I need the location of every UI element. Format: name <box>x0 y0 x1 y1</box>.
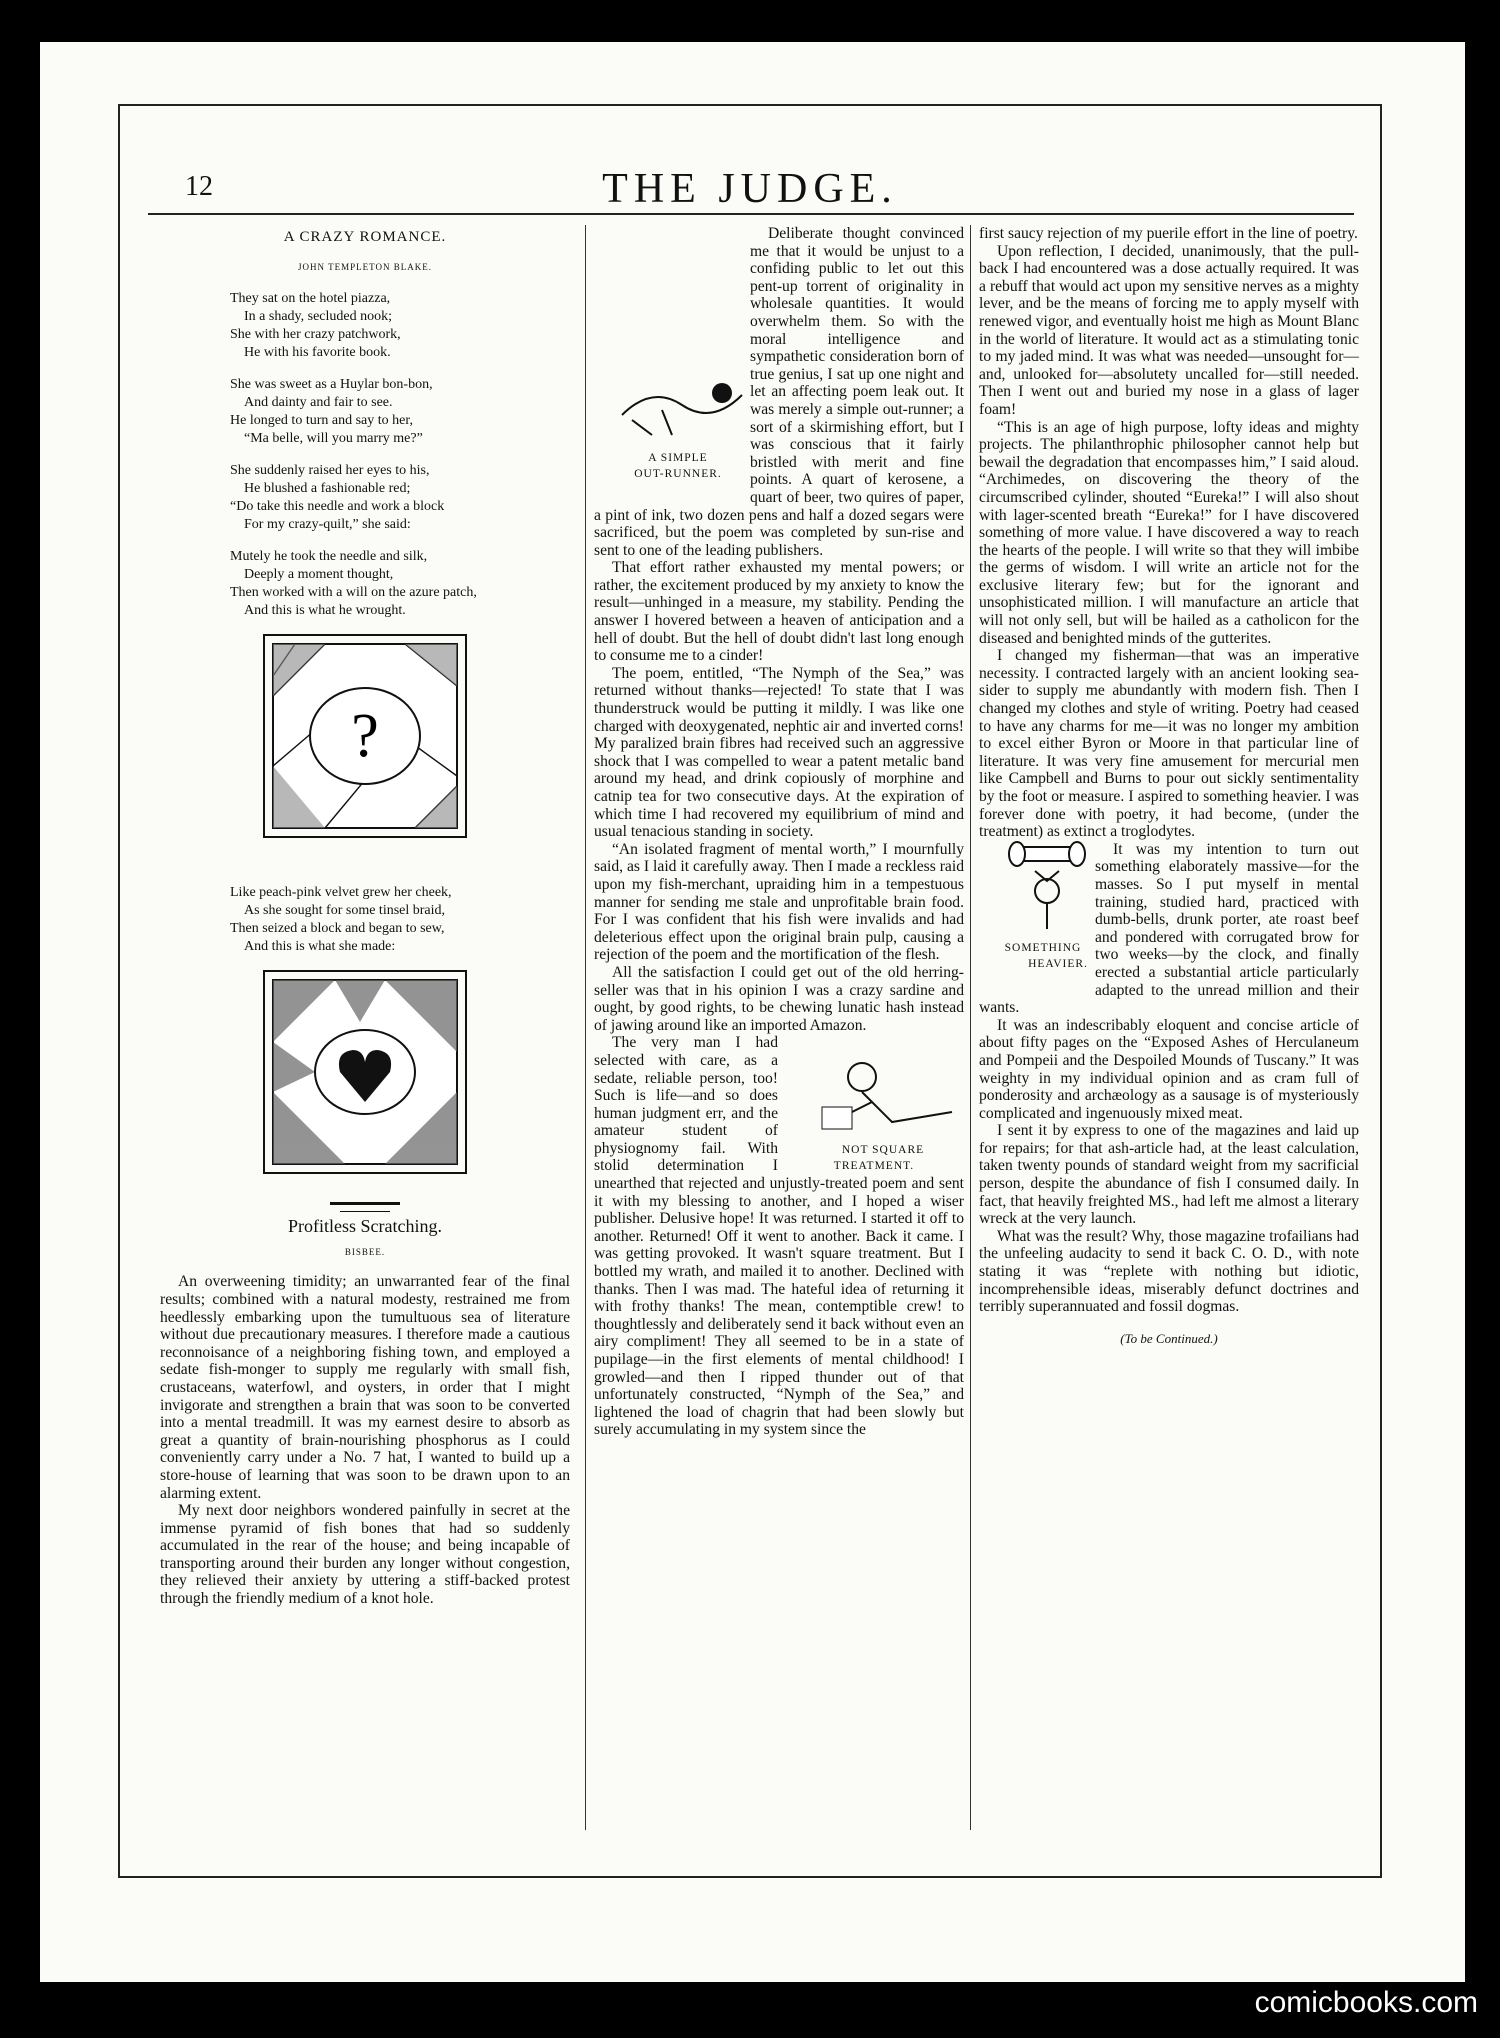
poem-line: He longed to turn and say to her, <box>230 413 413 429</box>
paragraph: I changed my fisherman—that was an imperative necessity. I contracted largely with an ancient looking sea-sider to supply me abundantly with modern fish. Then I changed my clothes and style of writing. Poetry had ceased to have any charms for me—it was no longer my ambition to excel either Byron or Moore in that particular line of literature. It was very fine amusement for mercurial men like Campbell and Burns to pour out sickly sentimentality by the foot or measure. I aspired to something heavier. I was forever done with poetry, it had become, (under the treatment) as extinct a troglodytes. <box>979 647 1359 841</box>
paragraph: My next door neighbors wondered painfully in secret at the immense pyramid of fish bones that had so suddenly accumulated in the rear of the house; and being incapable of transporting around their burden any longer without congestion, they relieved their anxiety by uttering a stiff-backed protest through the friendly medium of a knot hole. <box>160 1502 570 1608</box>
quilt-illustration-question <box>263 634 467 838</box>
paragraph: That effort rather exhausted my mental powers; or rather, the excitement produced by my anxiety to know the result—unhinged in a measure, my stability. Pending the answer I hovered between a heaven of anticipation and a hell of doubt. But the hell of doubt didn't last long enough to consume me to a cinder! <box>594 559 964 665</box>
poem-author: JOHN TEMPLETON BLAKE. <box>298 261 432 272</box>
not-square-drawing <box>802 1052 972 1137</box>
article-author: BISBEE. <box>344 1246 386 1257</box>
poem-line: He with his favorite book. <box>244 345 391 361</box>
paragraph: An overweening timidity; an unwarranted fear of the final results; combined with a natural modesty, restrained me from heedlessly embarking upon the tumultuous sea of literature without due precautionary measures. I therefore made a cautious reconnoisance of a neighboring fishing town, and employed a sedate fish-monger to supply me regularly with small fish, crustaceans, waterfowl, and oysters, in order that I might invigorate and strengthen a brain that was soon to be converted into a mental treadmill. It was my earnest desire to absorb as great a quantity of brain-nourishing phosphorus as I could conveniently carry under a No. 7 hat, I wanted to build up a store-house of learning that was soon to be drawn upon to an alarming extent. <box>160 1273 570 1502</box>
paragraph: first saucy rejection of my puerile effort in the line of poetry. <box>979 225 1358 242</box>
stanza-1 <box>230 290 570 362</box>
paragraph: It was an indescribably eloquent and concise article of about fifty pages on the “Exposed Ashes of Herculaneum and Pompeii and the Despoiled Mounds of Tuscany.” It was weighty in my individual opinion and as cram full of ponderosity and archæology as a sausage is of mysteriously complicated and ingenuously mixed meat. <box>979 1016 1359 1122</box>
poem-line: She suddenly raised her eyes to his, <box>230 463 430 479</box>
poem-line: And dainty and fair to see. <box>244 395 393 411</box>
poem-line: Like peach-pink velvet grew her cheek, <box>230 885 452 901</box>
quilt-drawing <box>265 636 465 836</box>
stanza-5 <box>230 884 570 956</box>
poem-line: Then worked with a will on the azure patch, <box>230 585 477 601</box>
caption-line: A SIMPLE <box>648 451 708 464</box>
continued-note: (To be Continued.) <box>1120 1330 1218 1346</box>
illustration-simple-out-runner <box>594 365 744 485</box>
poem-body <box>230 290 570 620</box>
header-rule <box>148 213 1354 215</box>
question-mark: ? <box>351 702 379 771</box>
poem-line: And this is what he wrought. <box>244 603 406 619</box>
paragraph <box>594 1034 964 1439</box>
masthead-title: THE JUDGE. <box>602 166 898 212</box>
poem-line: Then seized a block and began to sew, <box>230 921 445 937</box>
poem-line: And this is what she made: <box>244 939 396 955</box>
poem-line: They sat on the hotel piazza, <box>230 291 391 307</box>
poem-line: “Do take this needle and work a block <box>230 499 445 515</box>
section-rule-thin <box>340 1211 390 1212</box>
poem-line: Deeply a moment thought, <box>244 567 394 583</box>
paragraph: “An isolated fragment of mental worth,” I mournfully said, as I laid it carefully away. Then I made a reckless raid upon my fish-merchant, upraiding him in a tempestuous manner for sending me stale and unprofitable brain food. For I was confident that his fish were invalids and had deleterious effect upon the original brain pulp, causing a rejection of the poem and the mortification of the flesh. <box>594 840 964 964</box>
watermark: comicbooks.com <box>1254 1986 1478 2019</box>
quilt-heart-drawing <box>265 972 465 1172</box>
caption: NOT SQUARE TREATMENT. <box>833 1143 925 1172</box>
poem-line: He blushed a fashionable red; <box>244 481 411 497</box>
paragraph-text: Deliberate thought convinced me that it would be unjust to a confiding public to let out this pent-up torrent of originality in wholesale quantities. It would overwhelm them. So with the moral intelligence and sympathetic consideration born of true genius, I sat up one night and let an affecting poem leak out. It was merely a simple out-runner; a sort of a skirmishing effort, but I was conscious that it fairly bristled with merit and fine points. A quart of kerosene, a quart of beer, two quires of paper, a pint of ink, two dozen pens and half a dozed segars were sacrificed, but the poem was completed by sun-rise and sent to one of the leading publishers. <box>594 225 964 559</box>
paragraph: Upon reflection, I decided, unanimously, that the pull-back I had encountered was a dose actually required. It was a rebuff that would act upon my sensitive nerves as a mighty lever, and be the means of forcing me to apply myself with renewed vigor, and eventually hoist me high as Mount Blanc in the world of literature. It would act as a stimulating tonic to my jaded mind. It was what was needed—unsought for—and, unlooked for—absolutety uncalled for—still needed. Then I went out and buried my nose in a glass of lager foam! <box>979 242 1359 418</box>
caption-line: HEAVIER. <box>1028 958 1088 971</box>
poem-line: Mutely he took the needle and silk, <box>230 549 428 565</box>
paragraph-text: The very man I had selected with care, as a sedate, reliable person, too! Such is life—and so does human judgment err, and the amateur student of physiognomy fail. With stolid determination I unearthed that rejected and unjustly-treated poem and sent it with my blessing to another, and I hoped a wiser publisher. Delusive hope! It was returned. I started it off to another. Returned! Off it went to another. Back it came. I was getting provoked. It wasn't square treatment. But I bottled my wrath, and mailed it to another. Declined with thanks. Then I was mad. The hateful idea of returning it with frothy thanks! The mean, contemptible crew! to thoughtlessly and deliberately send it back without even an airy compliment! They all seemed to be in a state of pupilage—in the first elements of mental childhood! I growled—and then I ripped thunder out of that unfortunately constructed, “Nymph of the Sea,” and lightened the load of chagrin that had been slowly but surely accumulating in my system since the <box>594 1034 964 1439</box>
poem-line: In a shady, secluded nook; <box>244 309 392 325</box>
caption-line: OUT-RUNNER. <box>634 467 722 480</box>
quilt-illustration-heart <box>263 970 467 1174</box>
poem-title: A CRAZY ROMANCE. <box>283 229 447 245</box>
paragraph: I sent it by express to one of the magazines and laid up for repairs; for that ash-article had, at the least calculation, taken twenty pounds of standard weight from my sacrificial person, despite the abundance of fish I consumed daily. In fact, that heavily freighted MS., had left me almost a literary wreck at the very launch. <box>979 1122 1359 1228</box>
column-2 <box>585 225 964 1830</box>
caption-line: SOMETHING <box>1004 942 1082 955</box>
stanza-4 <box>230 548 570 620</box>
poem-line: She with her crazy patchwork, <box>230 327 401 343</box>
poem-line: For my crazy-quilt,” she said: <box>244 517 411 533</box>
stanza-3 <box>230 462 570 534</box>
illustration-not-square-treatment <box>784 1052 964 1172</box>
dumbbell-drawing <box>997 841 1097 936</box>
poem-line: She was sweet as a Huylar bon-bon, <box>230 377 433 393</box>
poem-body-2 <box>230 884 570 956</box>
paragraph: “This is an age of high purpose, lofty ideas and mighty projects. The philanthrophic philosopher cannot help but bewail the degradation that encompasses him,” I said aloud. “Archimedes, on discovering the theory of the circumscribed cylinder, shouted “Eureka!” I will also shout with lager-scented breath “Eureka!” for I have discovered something of more value. I have discovered a way to reach the hearts of the people. I will write so that they will imbibe the germs of wisdom. I will write an article not for the exclusive literary few; but for the ignorant and unsophisticated million. I will manufacture an article that will not only sell, but will be hailed as a catholicon for the diseased and benighted minds of the gutterites. <box>979 418 1359 647</box>
paragraph-text: It was my intention to turn out something elaborately massive—for the masses. So I put myself in mental training, studied hard, practiced with dumb-bells, drunk porter, ate roast beef and pondered with corrugated brow for two weeks—by the clock, and finally erected a substantial article particularly adapted to the unread million and their wants. <box>979 840 1359 1017</box>
paragraph: What was the result? Why, those magazine trofailians had the unfeeling audacity to send it back C. O. D., with note stating it was “replete with nothing but idiotic, incomprehensible ideas, miserably defunct doctrines and terribly superannuated and fossil dogmas. <box>979 1227 1359 1316</box>
poem-line: As she sought for some tinsel braid, <box>244 903 446 919</box>
masthead-row <box>150 165 1350 212</box>
out-runner-drawing <box>612 365 752 445</box>
illustration-something-heavier <box>979 841 1089 991</box>
section-rule <box>330 1202 400 1205</box>
stanza-2 <box>230 376 570 448</box>
poem-line: “Ma belle, will you marry me?” <box>244 431 423 447</box>
paragraph: All the satisfaction I could get out of the old herring-seller was that in his opinion I was a crazy sardine and ought, by good rights, to be chewing lunatic hash instead of jawing around like an imported Amazon. <box>594 963 964 1034</box>
paragraph: The poem, entitled, “The Nymph of the Sea,” was returned without thanks—rejected! To state that I was thunderstruck would be putting it mildly. I was like one charged with deoxygenated, nephtic air and inverted corns! My paralized brain fibres had received such an aggressive shock that I was compelled to wear a patent metalic band around my head, and drink copiously of morphine and catnip tea for two consecutive days. At the expiration of which time I had recovered my equilibrium of mind and usual tenacious standing in society. <box>594 664 964 841</box>
column-1 <box>160 225 570 1608</box>
page-number: 12 <box>185 171 213 202</box>
column-3 <box>970 225 1359 1830</box>
article-title: Profitless Scratching. <box>288 1216 442 1237</box>
paragraph <box>979 841 1359 1017</box>
paragraph <box>594 225 964 559</box>
